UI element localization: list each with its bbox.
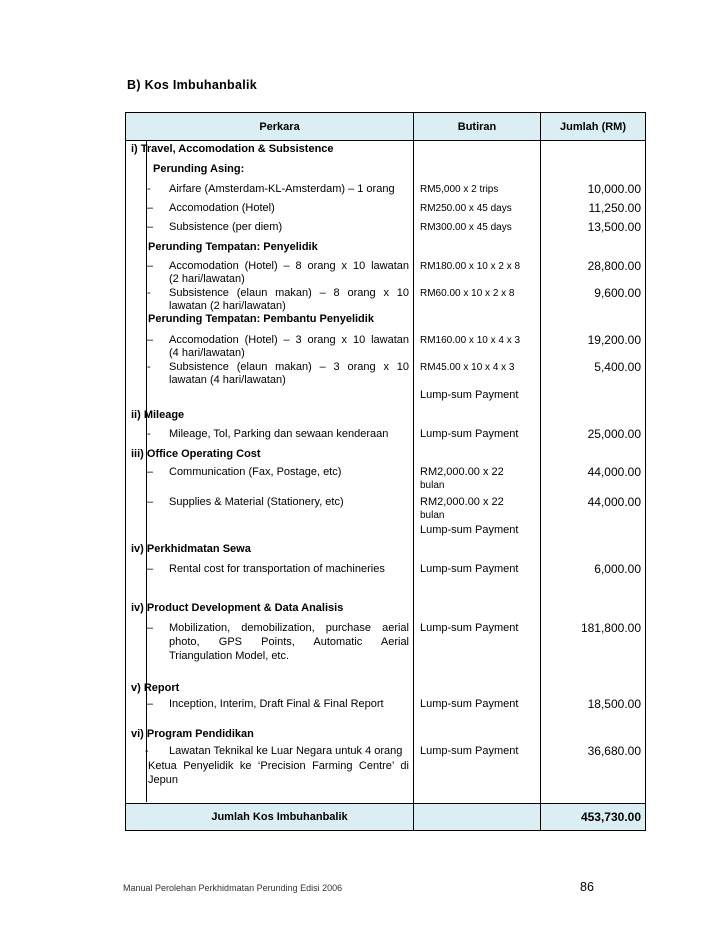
item-amount: 18,500.00 bbox=[587, 697, 641, 711]
item-butiran: Lump-sum Payment bbox=[420, 563, 519, 575]
item-description: Subsistence (elaun makan) – 3 orang x 10 bbox=[169, 361, 409, 373]
item-amount: 19,200.00 bbox=[587, 333, 641, 347]
item-amount: 13,500.00 bbox=[587, 220, 641, 234]
bullet: – bbox=[147, 221, 154, 233]
item-butiran: RM300.00 x 45 days bbox=[420, 222, 512, 233]
total-divider bbox=[126, 803, 645, 804]
bullet: - bbox=[147, 428, 151, 440]
section-title: iv) Perkhidmatan Sewa bbox=[131, 543, 251, 555]
footer-text: Manual Perolehan Perkhidmatan Perunding Edisi 2006 bbox=[123, 883, 343, 893]
item-description-cont: Triangulation Model, etc. bbox=[169, 650, 290, 662]
bullet: – bbox=[147, 622, 154, 634]
header-divider bbox=[126, 140, 645, 141]
item-description: Mobilization, demobilization, purchase aerial bbox=[169, 622, 409, 634]
item-description-cont: Jepun bbox=[148, 774, 178, 786]
item-description-cont: photo, GPS Points, Automatic Aerial bbox=[169, 636, 409, 648]
section-title: v) Report bbox=[131, 682, 180, 694]
item-butiran: RM2,000.00 x 22 bbox=[420, 496, 504, 508]
item-butiran: RM2,000.00 x 22 bbox=[420, 466, 504, 478]
item-amount: 25,000.00 bbox=[587, 427, 641, 441]
item-butiran-cont: bulan bbox=[420, 510, 445, 521]
subsection-title: Perunding Asing: bbox=[153, 163, 245, 175]
column-divider-butiran bbox=[413, 113, 414, 830]
item-description: Mileage, Tol, Parking dan sewaan kenderaan bbox=[169, 428, 389, 440]
header-jumlah: Jumlah (RM) bbox=[560, 121, 626, 133]
item-butiran: RM180.00 x 10 x 2 x 8 bbox=[420, 261, 521, 272]
item-description: Airfare (Amsterdam-KL-Amsterdam) – 1 orang bbox=[169, 183, 395, 195]
bullet: – bbox=[147, 202, 154, 214]
section-title: vi) Program Pendidikan bbox=[131, 728, 254, 740]
page-number: 86 bbox=[580, 880, 594, 894]
bullet: – bbox=[147, 466, 154, 478]
item-butiran: RM250.00 x 45 days bbox=[420, 203, 512, 214]
item-amount: 9,600.00 bbox=[594, 286, 641, 300]
bullet: – bbox=[147, 563, 154, 575]
bullet: - bbox=[145, 745, 149, 757]
bullet: – bbox=[147, 334, 154, 346]
item-amount: 44,000.00 bbox=[587, 465, 641, 479]
item-description-cont: (2 hari/lawatan) bbox=[169, 273, 245, 285]
item-description: Accomodation (Hotel) bbox=[169, 202, 275, 214]
item-description-cont: lawatan (2 hari/lawatan) bbox=[169, 300, 286, 312]
item-butiran: Lump-sum Payment bbox=[420, 389, 519, 401]
bullet: - bbox=[147, 287, 151, 299]
cost-table bbox=[125, 112, 646, 831]
item-butiran: RM160.00 x 10 x 4 x 3 bbox=[420, 335, 521, 346]
item-amount: 44,000.00 bbox=[587, 495, 641, 509]
item-butiran: RM5,000 x 2 trips bbox=[420, 184, 499, 195]
item-butiran-cont: Lump-sum Payment bbox=[420, 524, 519, 536]
item-butiran: Lump-sum Payment bbox=[420, 745, 519, 757]
item-butiran: Lump-sum Payment bbox=[420, 428, 519, 440]
bullet: - bbox=[147, 361, 151, 373]
item-amount: 181,800.00 bbox=[580, 621, 641, 635]
section-title: iii) Office Operating Cost bbox=[131, 448, 261, 460]
bullet: – bbox=[147, 496, 154, 508]
subsection-title: Perunding Tempatan: Pembantu Penyelidik bbox=[148, 313, 374, 325]
item-description: Subsistence (elaun makan) – 8 orang x 10 bbox=[169, 287, 409, 299]
item-description: Inception, Interim, Draft Final & Final Report bbox=[169, 698, 384, 710]
item-butiran: Lump-sum Payment bbox=[420, 622, 519, 634]
total-label: Jumlah Kos Imbuhanbalik bbox=[211, 811, 348, 823]
item-amount: 6,000.00 bbox=[594, 562, 641, 576]
item-butiran: Lump-sum Payment bbox=[420, 698, 519, 710]
item-description: Accomodation (Hotel) – 8 orang x 10 lawatan bbox=[169, 260, 409, 272]
item-description-cont: Ketua Penyelidik ke ‘Precision Farming Centre’ di bbox=[148, 760, 409, 772]
item-amount: 28,800.00 bbox=[587, 259, 641, 273]
section-heading: B) Kos Imbuhanbalik bbox=[127, 78, 258, 92]
item-description: Communication (Fax, Postage, etc) bbox=[169, 466, 342, 478]
item-butiran-cont: bulan bbox=[420, 480, 445, 491]
section-title: i) Travel, Accomodation & Subsistence bbox=[131, 143, 334, 155]
item-description: Accomodation (Hotel) – 3 orang x 10 lawatan bbox=[169, 334, 409, 346]
total-amount: 453,730.00 bbox=[580, 810, 641, 824]
item-description: Supplies & Material (Stationery, etc) bbox=[169, 496, 344, 508]
section-title: iv) Product Development & Data Analisis bbox=[131, 602, 344, 614]
bullet: – bbox=[147, 260, 154, 272]
item-description: Lawatan Teknikal ke Luar Negara untuk 4 orang bbox=[169, 745, 403, 757]
item-amount: 10,000.00 bbox=[587, 182, 641, 196]
header-perkara: Perkara bbox=[259, 121, 300, 133]
item-description: Subsistence (per diem) bbox=[169, 221, 283, 233]
subsection-title: Perunding Tempatan: Penyelidik bbox=[148, 241, 318, 253]
item-amount: 11,250.00 bbox=[588, 201, 641, 215]
bullet: - bbox=[147, 183, 151, 195]
bullet: – bbox=[147, 698, 154, 710]
item-amount: 5,400.00 bbox=[594, 360, 641, 374]
section-title: ii) Mileage bbox=[131, 409, 185, 421]
header-butiran: Butiran bbox=[457, 121, 497, 133]
item-description: Rental cost for transportation of machineries bbox=[169, 563, 385, 575]
item-butiran: RM60.00 x 10 x 2 x 8 bbox=[420, 288, 515, 299]
item-amount: 36,680.00 bbox=[587, 744, 641, 758]
item-description-cont: (4 hari/lawatan) bbox=[169, 347, 245, 359]
item-description-cont: lawatan (4 hari/lawatan) bbox=[169, 374, 286, 386]
item-butiran: RM45.00 x 10 x 4 x 3 bbox=[420, 362, 515, 373]
